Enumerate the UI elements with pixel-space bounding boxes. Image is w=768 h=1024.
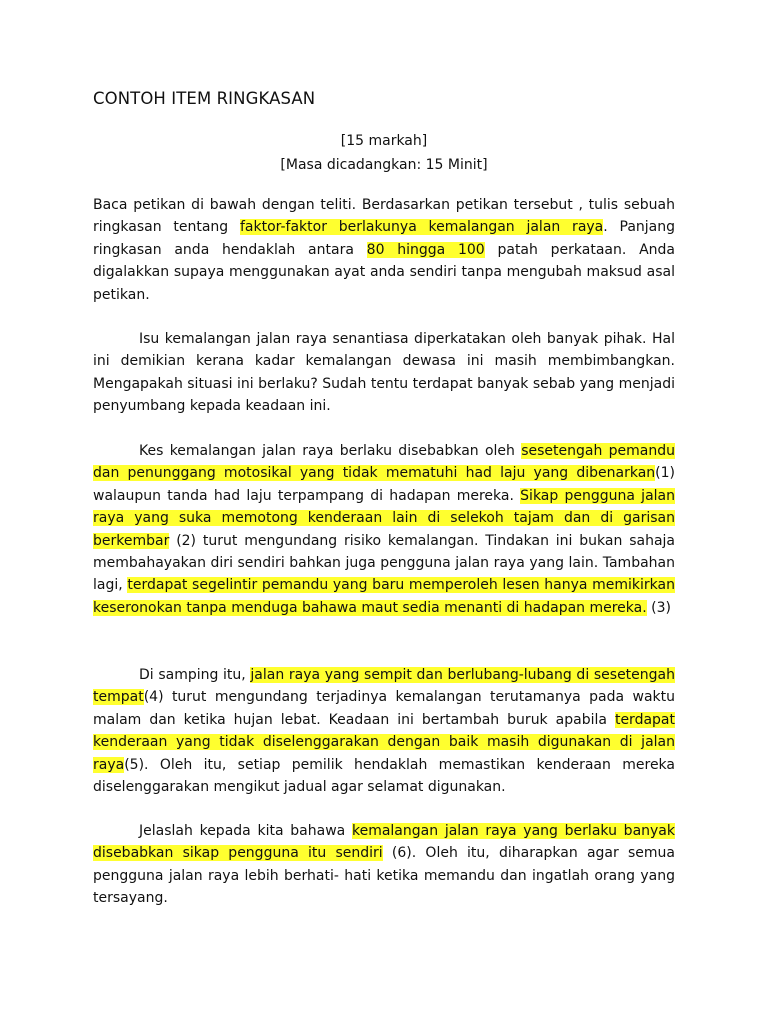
page-title: CONTOH ITEM RINGKASAN [93, 89, 316, 108]
instruction-paragraph [93, 194, 675, 306]
text-segment: (1) walaupun tanda had laju terpampang di hadapan mereka. [93, 465, 675, 504]
highlighted-text: Sikap pengguna jalan raya yang suka memotong kenderaan lain di selekoh tajam dan di garisan berkembar [93, 487, 675, 549]
highlighted-text: terdapat kenderaan yang tidak diselenggarakan dengan baik masih digunakan di jalan raya [93, 711, 675, 773]
text-segment: (5). Oleh itu, setiap pemilik hendaklah memastikan kenderaan mereka diselenggarakan mengikut jadual agar selamat digunakan. [93, 756, 675, 796]
text-segment: Jelaslah kepada kita bahawa [139, 823, 352, 839]
text-segment: (2) turut mengundang risiko kemalangan. Tindakan ini bukan sahaja membahayakan diri sendiri bahkan juga pengguna jalan raya yang lain. Tambahan lagi, [93, 532, 675, 594]
passage-paragraph-4 [93, 820, 675, 910]
passage-paragraph-2 [93, 440, 675, 619]
passage-paragraph-1 [93, 328, 675, 418]
highlighted-text: jalan raya yang sempit dan berlubang-lubang di sesetengah tempat [93, 667, 675, 706]
highlighted-text: faktor-faktor berlakunya kemalangan jalan raya [239, 219, 604, 236]
passage-paragraph-3 [93, 664, 675, 798]
highlighted-text: sesetengah pemandu dan penunggang motosikal yang tidak mematuhi had laju yang dibenarkan [93, 443, 675, 482]
time-label: [Masa dicadangkan: 15 Minit] [280, 157, 488, 173]
text-segment: Di samping itu, [139, 667, 251, 683]
text-segment: (6). Oleh itu, diharapkan agar semua pengguna jalan raya lebih berhati- hati ketika memandu dan ingatlah orang yang tersayang. [93, 845, 675, 907]
text-segment: patah perkataan. Anda digalakkan supaya menggunakan ayat anda sendiri tanpa mengubah maksud asal petikan. [93, 241, 675, 303]
text-segment: Baca petikan di bawah dengan teliti. Berdasarkan petikan tersebut , tulis sebuah ringkasan tentang [93, 197, 675, 236]
highlighted-text: terdapat segelintir pemandu yang baru memperoleh lesen hanya memikirkan keseronokan tanpa menduga bahawa maut sedia menanti di hadapan mereka. [93, 577, 675, 616]
highlighted-text: 80 hingga 100 [366, 241, 485, 258]
text-segment: (3) [646, 599, 671, 616]
highlighted-text: kemalangan jalan raya yang berlaku banyak disebabkan sikap pengguna itu sendiri [93, 823, 675, 862]
marks-label: [15 markah] [340, 133, 428, 149]
text-segment: Isu kemalangan jalan raya senantiasa diperkatakan oleh banyak pihak. Hal ini demikian kerana kadar kemalangan dewasa ini masih membimbangkan. Mengapakah situasi ini berlaku? Sudah tentu terdapat banyak sebab yang menjadi penyumbang kepada keadaan ini. [93, 331, 676, 415]
text-segment: Kes kemalangan jalan raya berlaku disebabkan oleh [139, 443, 522, 459]
text-segment: . Panjang ringkasan anda hendaklah antara [93, 219, 675, 258]
text-segment: (4) turut mengundang terjadinya kemalangan terutamanya pada waktu malam dan ketika hujan lebat. Keadaan ini bertambah buruk apabila [93, 689, 675, 728]
